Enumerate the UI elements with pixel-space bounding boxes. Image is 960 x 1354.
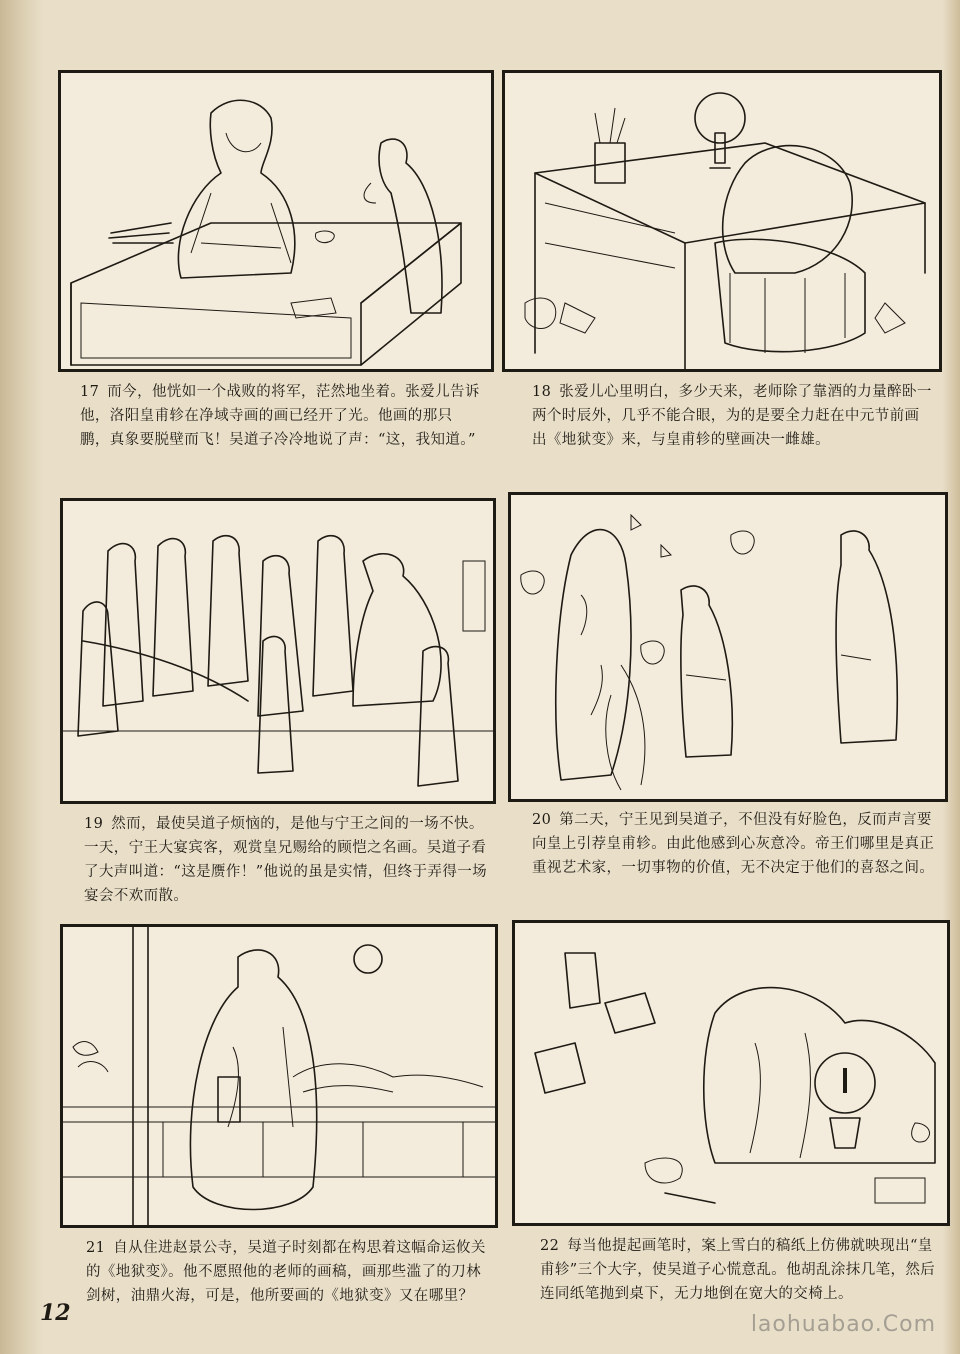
caption-19 <box>84 812 488 908</box>
caption-21-number: 21 <box>86 1240 106 1256</box>
comic-panel-17 <box>58 70 494 372</box>
comic-panel-19 <box>60 498 496 804</box>
caption-18-number: 18 <box>532 384 552 400</box>
caption-20 <box>532 808 942 880</box>
comic-panel-21 <box>60 924 498 1228</box>
panel-22-illustration <box>515 923 947 1223</box>
panel-18-illustration <box>505 73 939 369</box>
comic-panel-20 <box>508 492 948 802</box>
panel-21-illustration <box>63 927 495 1225</box>
panel-17-illustration <box>61 73 491 369</box>
caption-18 <box>532 380 932 452</box>
caption-21 <box>86 1236 486 1308</box>
caption-22-text: 每当他提起画笔时，案上雪白的稿纸上仿佛就映现出“皇甫轸”三个大字，使吴道子心慌意乱。他胡乱涂抹几笔，然后连同纸笔抛到桌下，无力地倒在宽大的交椅上。 <box>540 1238 936 1302</box>
caption-17-text: 而今，他恍如一个战败的将军，茫然地坐着。张爱儿告诉他，洛阳皇甫轸在净域寺画的画已经开了光。他画的那只鹏，真象要脱壁而飞！吴道子冷冷地说了声：“这，我知道。” <box>80 384 480 448</box>
page-number: 12 <box>40 1300 71 1326</box>
page-binding-edge <box>0 0 44 1354</box>
caption-18-text: 张爱儿心里明白，多少天来，老师除了靠酒的力量醉卧一两个时辰外，几乎不能合眼，为的是要全力赶在中元节前画出《地狱变》来，与皇甫轸的壁画决一雌雄。 <box>532 384 932 448</box>
caption-17-number: 17 <box>80 384 100 400</box>
panel-20-illustration <box>511 495 945 799</box>
caption-22 <box>540 1234 940 1306</box>
caption-19-number: 19 <box>84 816 104 832</box>
panel-19-illustration <box>63 501 493 801</box>
comic-panel-22 <box>512 920 950 1226</box>
comic-panel-18 <box>502 70 942 372</box>
watermark-text: laohuabao.Com <box>750 1312 936 1337</box>
caption-17 <box>80 380 480 452</box>
caption-19-text: 然而，最使吴道子烦恼的，是他与宁王之间的一场不快。一天，宁王大宴宾客，观赏皇兄赐给的顾恺之名画。吴道子看了大声叫道：“这是赝作！”他说的虽是实情，但终于弄得一场宴会不欢而散。 <box>84 816 488 904</box>
caption-21-text: 自从住进赵景公寺，吴道子时刻都在构思着这幅命运攸关的《地狱变》。他不愿照他的老师的画稿，画那些滥了的刀林剑树，油鼎火海，可是，他所要画的《地狱变》又在哪里？ <box>86 1240 486 1304</box>
caption-20-number: 20 <box>532 812 552 828</box>
caption-20-text: 第二天，宁王见到吴道子，不但没有好脸色，反而声言要向皇上引荐皇甫轸。由此他感到心灰意冷。帝王们哪里是真正重视艺术家，一切事物的价值，无不决定于他们的喜怒之间。 <box>532 812 935 876</box>
caption-22-number: 22 <box>540 1238 560 1254</box>
